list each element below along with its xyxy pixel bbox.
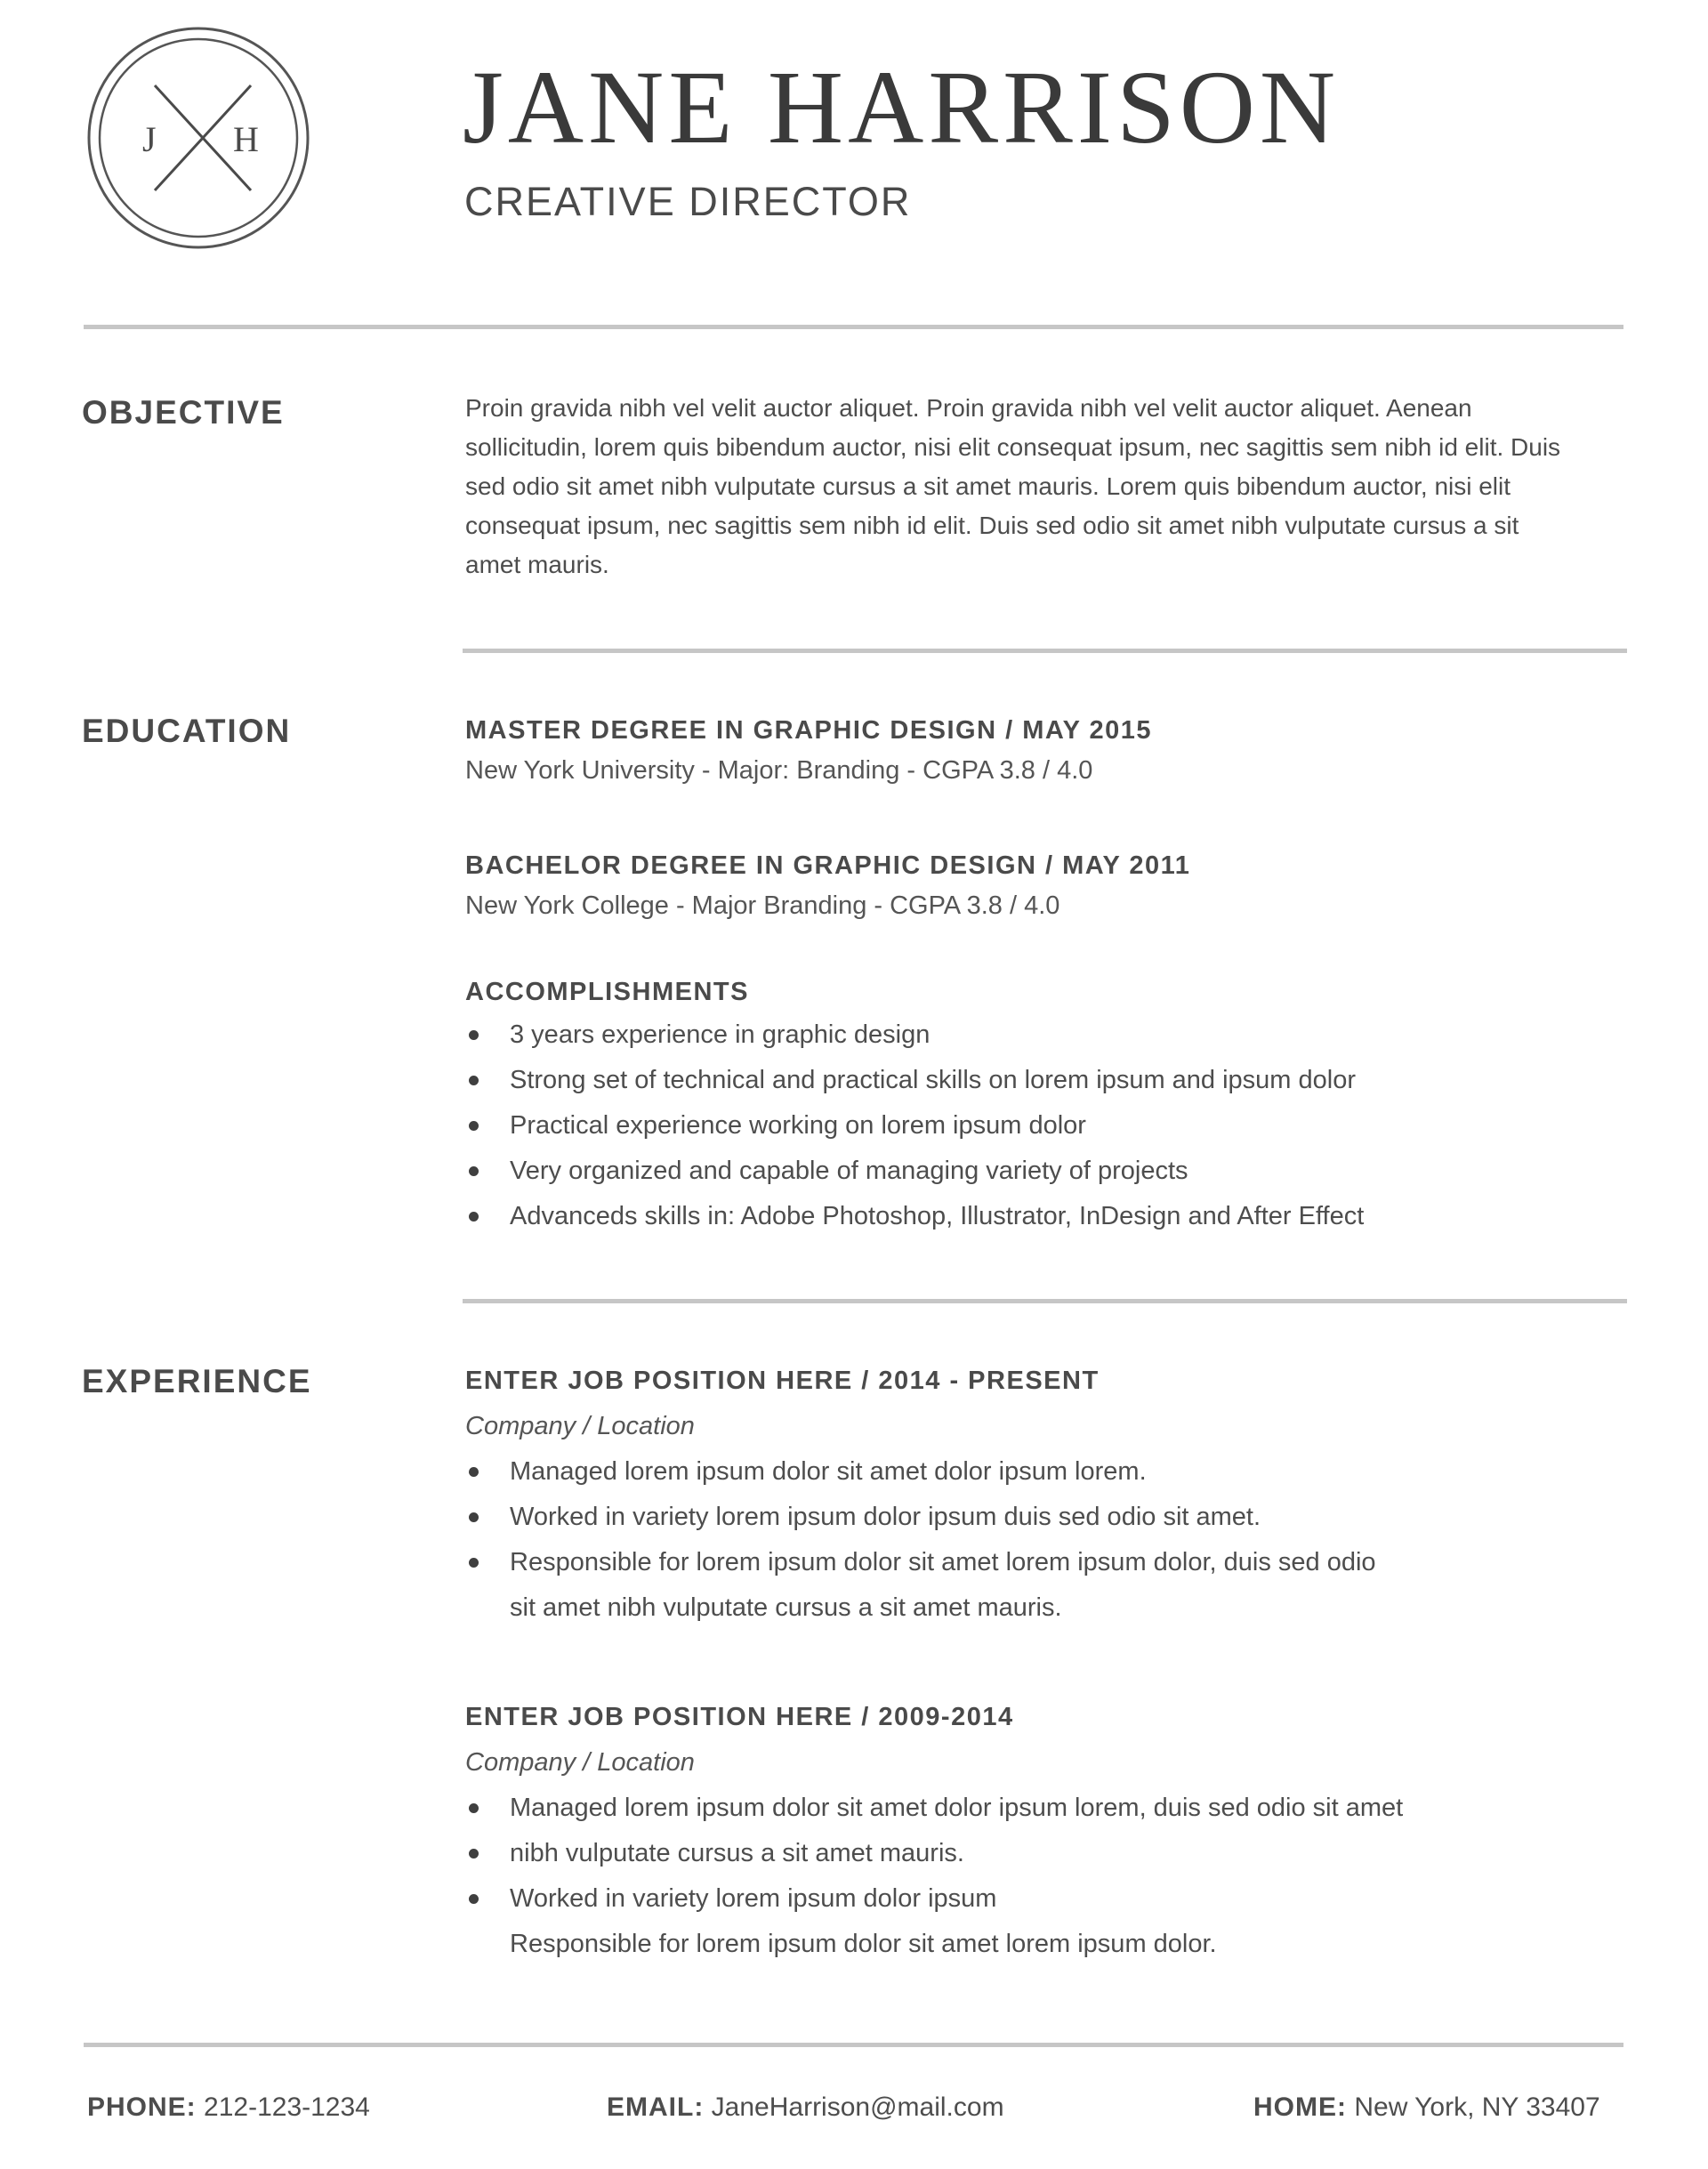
phone-label: PHONE: [87,2092,197,2122]
job-company: Company / Location [465,1412,695,1440]
accomplishments-heading: ACCOMPLISHMENTS [465,978,749,1006]
job-company: Company / Location [465,1748,695,1777]
candidate-name: JANE HARRISON [463,49,1341,165]
list-item: nibh vulputate cursus a sit amet mauris. [465,1831,1604,1876]
accomplishments [465,975,1604,1239]
list-item: Managed lorem ipsum dolor sit amet dolor ipsum lorem. [465,1449,1604,1495]
objective-divider [463,649,1627,653]
header-divider [84,325,1623,329]
objective-heading: OBJECTIVE [82,394,285,431]
education-heading: EDUCATION [82,713,292,749]
footer-phone [87,2092,370,2123]
list-item: Advanceds skills in: Adobe Photoshop, Illustrator, InDesign and After Effect [465,1194,1604,1239]
education-divider [463,1299,1627,1303]
list-item: Very organized and capable of managing variety of projects [465,1149,1604,1194]
footer-email [607,2092,1004,2123]
experience-job-2 [465,1700,1604,1967]
degree-detail: New York College - Major Branding - CGPA 3.8 / 4.0 [465,891,1060,920]
list-item-continuation: sit amet nibh vulputate cursus a sit amet mauris. [510,1593,1062,1622]
email-value: JaneHarrison@mail.com [711,2092,1004,2122]
list-item: Managed lorem ipsum dolor sit amet dolor ipsum lorem, duis sed odio sit amet [465,1786,1604,1831]
objective-text: Proin gravida nibh vel velit auctor aliquet. Proin gravida nibh vel velit auctor aliquet. Aenean sollicitudin, lorem quis bibendum auctor, nisi elit consequat ipsum, nec sagittis sem nibh id elit. Duis sed odio sit amet nibh vulputate cursus a sit amet mauris. Lorem quis bibendum auctor, nisi elit consequat ipsum, nec sagittis sem nibh id elit. Duis sed odio sit amet nibh vulputate cursus a sit amet mauris. [465,394,1561,578]
education-degree-bachelor [465,849,1604,923]
footer-divider [84,2043,1623,2047]
experience-job-1 [465,1364,1604,1631]
job-bullets [465,1786,1604,1967]
list-item: Worked in variety lorem ipsum dolor ipsum [465,1876,1604,1922]
email-label: EMAIL: [607,2092,705,2122]
home-label: HOME: [1253,2092,1347,2122]
footer-home [1253,2092,1600,2123]
list-item: Strong set of technical and practical skills on lorem ipsum and ipsum dolor [465,1058,1604,1103]
degree-title: MASTER DEGREE IN GRAPHIC DESIGN / MAY 2015 [465,716,1153,745]
home-value: New York, NY 33407 [1354,2092,1600,2122]
experience-heading: EXPERIENCE [82,1363,312,1399]
monogram-initial-right: H [233,119,259,159]
degree-detail: New York University - Major: Branding - CGPA 3.8 / 4.0 [465,756,1093,785]
accomplishments-list [465,1012,1604,1239]
monogram-initial-left: J [142,119,157,159]
education-degree-master [465,714,1604,788]
list-item: Worked in variety lorem ipsum dolor ipsum duis sed odio sit amet. [465,1495,1604,1540]
job-title: ENTER JOB POSITION HERE / 2014 - PRESENT [465,1367,1100,1395]
list-item-continuation: Responsible for lorem ipsum dolor sit amet lorem ipsum dolor. [510,1930,1217,1958]
candidate-role: CREATIVE DIRECTOR [464,179,912,224]
monogram-logo [85,25,311,251]
phone-value: 212-123-1234 [204,2092,370,2122]
job-title: ENTER JOB POSITION HERE / 2009-2014 [465,1703,1014,1731]
list-item: Responsible for lorem ipsum dolor sit amet lorem ipsum dolor, duis sed odio [465,1540,1604,1585]
list-item: Practical experience working on lorem ipsum dolor [465,1103,1604,1149]
degree-title: BACHELOR DEGREE IN GRAPHIC DESIGN / MAY 2011 [465,851,1191,880]
list-item: 3 years experience in graphic design [465,1012,1604,1058]
job-bullets [465,1449,1604,1631]
